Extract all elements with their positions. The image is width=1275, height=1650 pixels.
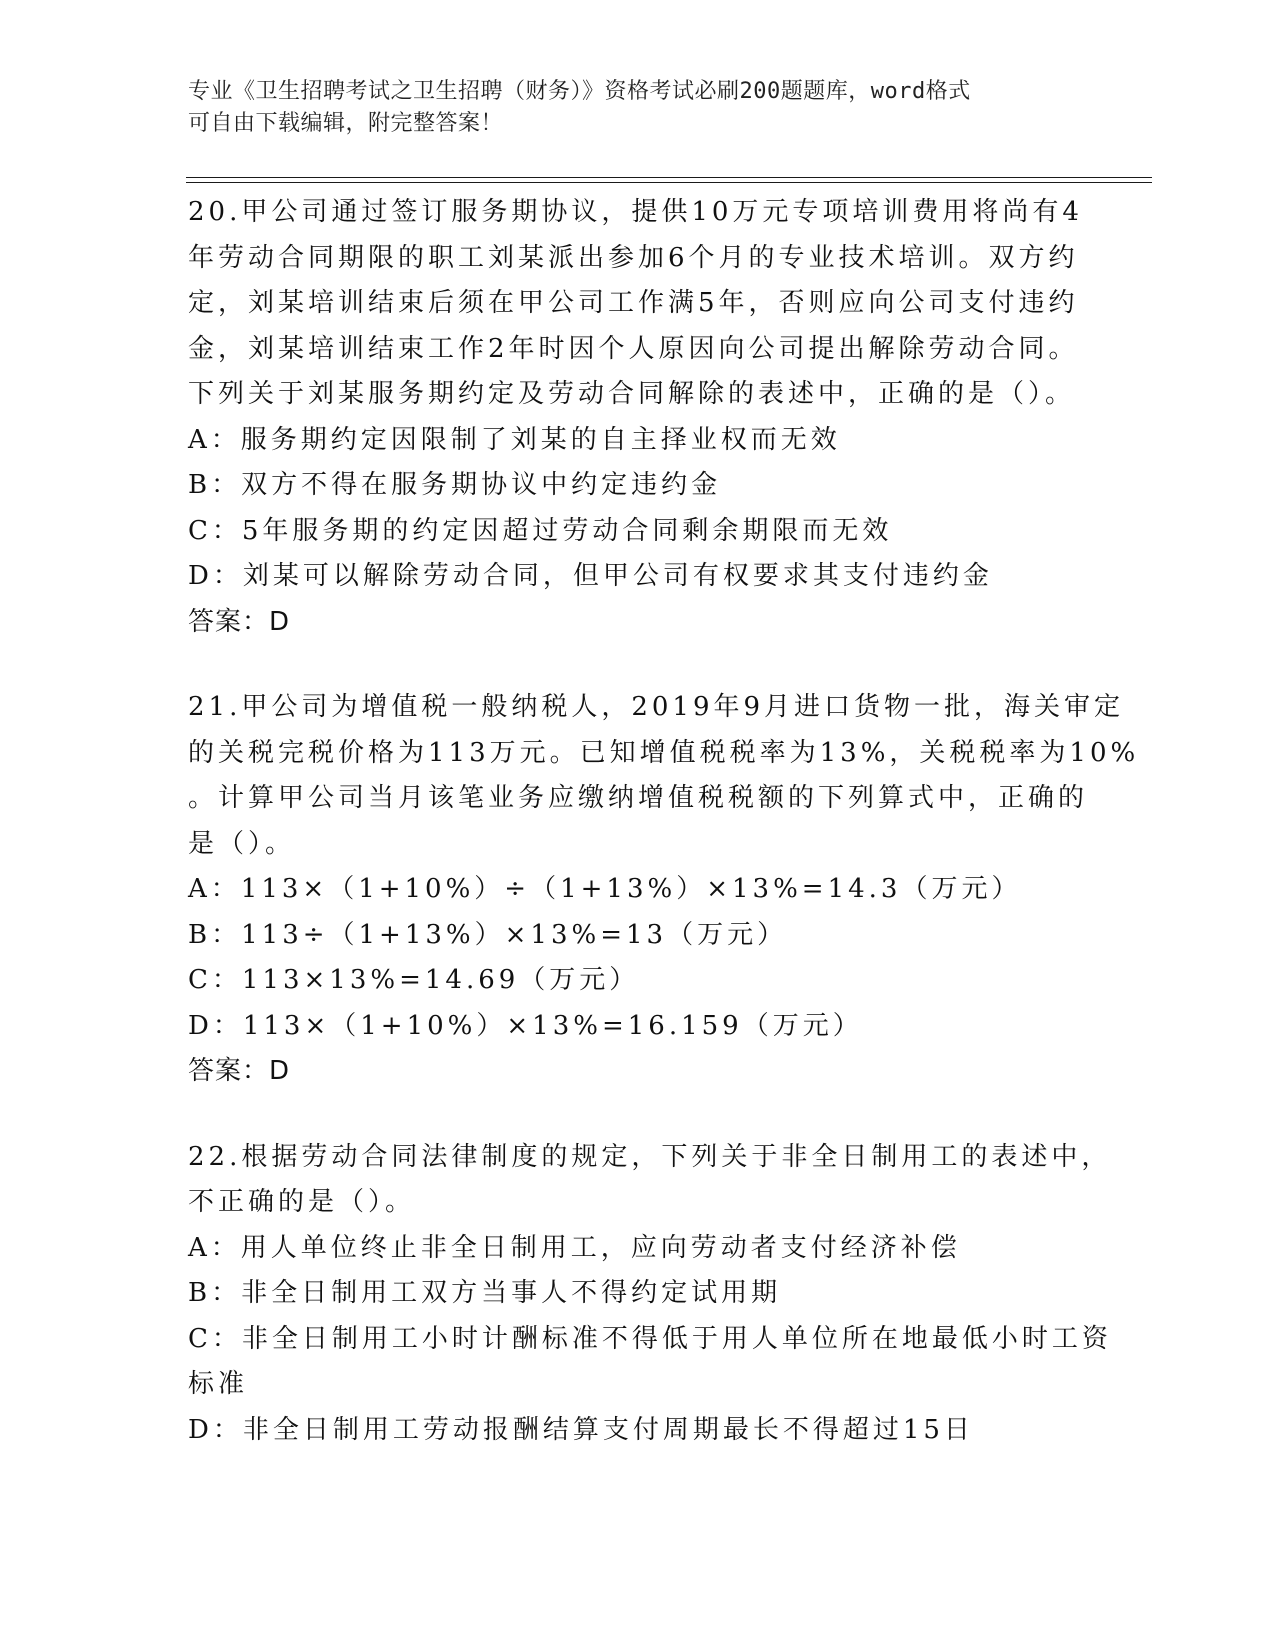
question-stem-line: 。计算甲公司当月该笔业务应缴纳增值税税额的下列算式中，正确的 (188, 783, 1089, 813)
question-stem-line: 的关税完税价格为113万元。已知增值税税率为13%，关税税率为10% (188, 737, 1140, 768)
option-b: B：双方不得在服务期协议中约定违约金 (188, 470, 722, 500)
question-stem-line: 22.根据劳动合同法律制度的规定，下列关于非全日制用工的表述中， (188, 1141, 1112, 1172)
question-stem-line: 21.甲公司为增值税一般纳税人，2019年9月进口货物一批，海关审定 (188, 692, 1125, 722)
question-stem-line: 是（）。 (188, 828, 296, 859)
question-stem-line: 20.甲公司通过签订服务期协议，提供10万元专项培训费用将尚有4 (188, 197, 1083, 227)
option-b: B：非全日制用工双方当事人不得约定试用期 (188, 1278, 782, 1308)
question-stem-line: 年劳动合同期限的职工刘某派出参加6个月的专业技术培训。双方约 (188, 242, 1079, 273)
option-c: C：5年服务期的约定因超过劳动合同剩余期限而无效 (188, 515, 893, 546)
header-line: 可自由下载编辑，附完整答案！ (188, 111, 504, 136)
option-a: A：服务期约定因限制了刘某的自主择业权而无效 (188, 424, 841, 455)
question-stem-line: 金，刘某培训结束工作2年时因个人原因向公司提出解除劳动合同。 (188, 333, 1079, 364)
question-stem-line: 不正确的是（）。 (188, 1187, 416, 1217)
question-stem-line: 下列关于刘某服务期约定及劳动合同解除的表述中，正确的是（）。 (188, 379, 1076, 409)
question-21 (188, 685, 1140, 1095)
question-list (188, 190, 1140, 1493)
header-rule-bottom (186, 182, 1152, 183)
question-stem-line: 定，刘某培训结束后须在甲公司工作满5年，否则应向公司支付违约 (188, 288, 1079, 318)
option-c: C：非全日制用工小时计酬标准不得低于用人单位所在地最低小时工资 (188, 1323, 1112, 1354)
option-d: D：刘某可以解除劳动合同，但甲公司有权要求其支付违约金 (188, 561, 993, 591)
header-rule-top (186, 177, 1152, 178)
option-d: D：非全日制用工劳动报酬结算支付周期最长不得超过15日 (188, 1414, 974, 1445)
document-header (188, 76, 1088, 140)
option-a: A：用人单位终止非全日制用工，应向劳动者支付经济补偿 (188, 1232, 961, 1263)
option-b: B：113÷（1+13%）×13%=13（万元） (188, 919, 788, 950)
answer-label: 答案：D (188, 1056, 291, 1086)
option-c: C：113×13%=14.69（万元） (188, 965, 640, 995)
option-a: A：113×（1+10%）÷（1+13%）×13%=14.3（万元） (188, 874, 1022, 904)
answer-label: 答案：D (188, 606, 291, 637)
header-line: 专业《卫生招聘考试之卫生招聘（财务）》资格考试必刷200题题库，word格式 (188, 79, 971, 104)
question-22 (188, 1135, 1112, 1454)
option-d: D：113×（1+10%）×13%=16.159（万元） (188, 1010, 863, 1041)
question-20 (188, 190, 1088, 645)
option-c-continued: 标准 (188, 1369, 249, 1399)
